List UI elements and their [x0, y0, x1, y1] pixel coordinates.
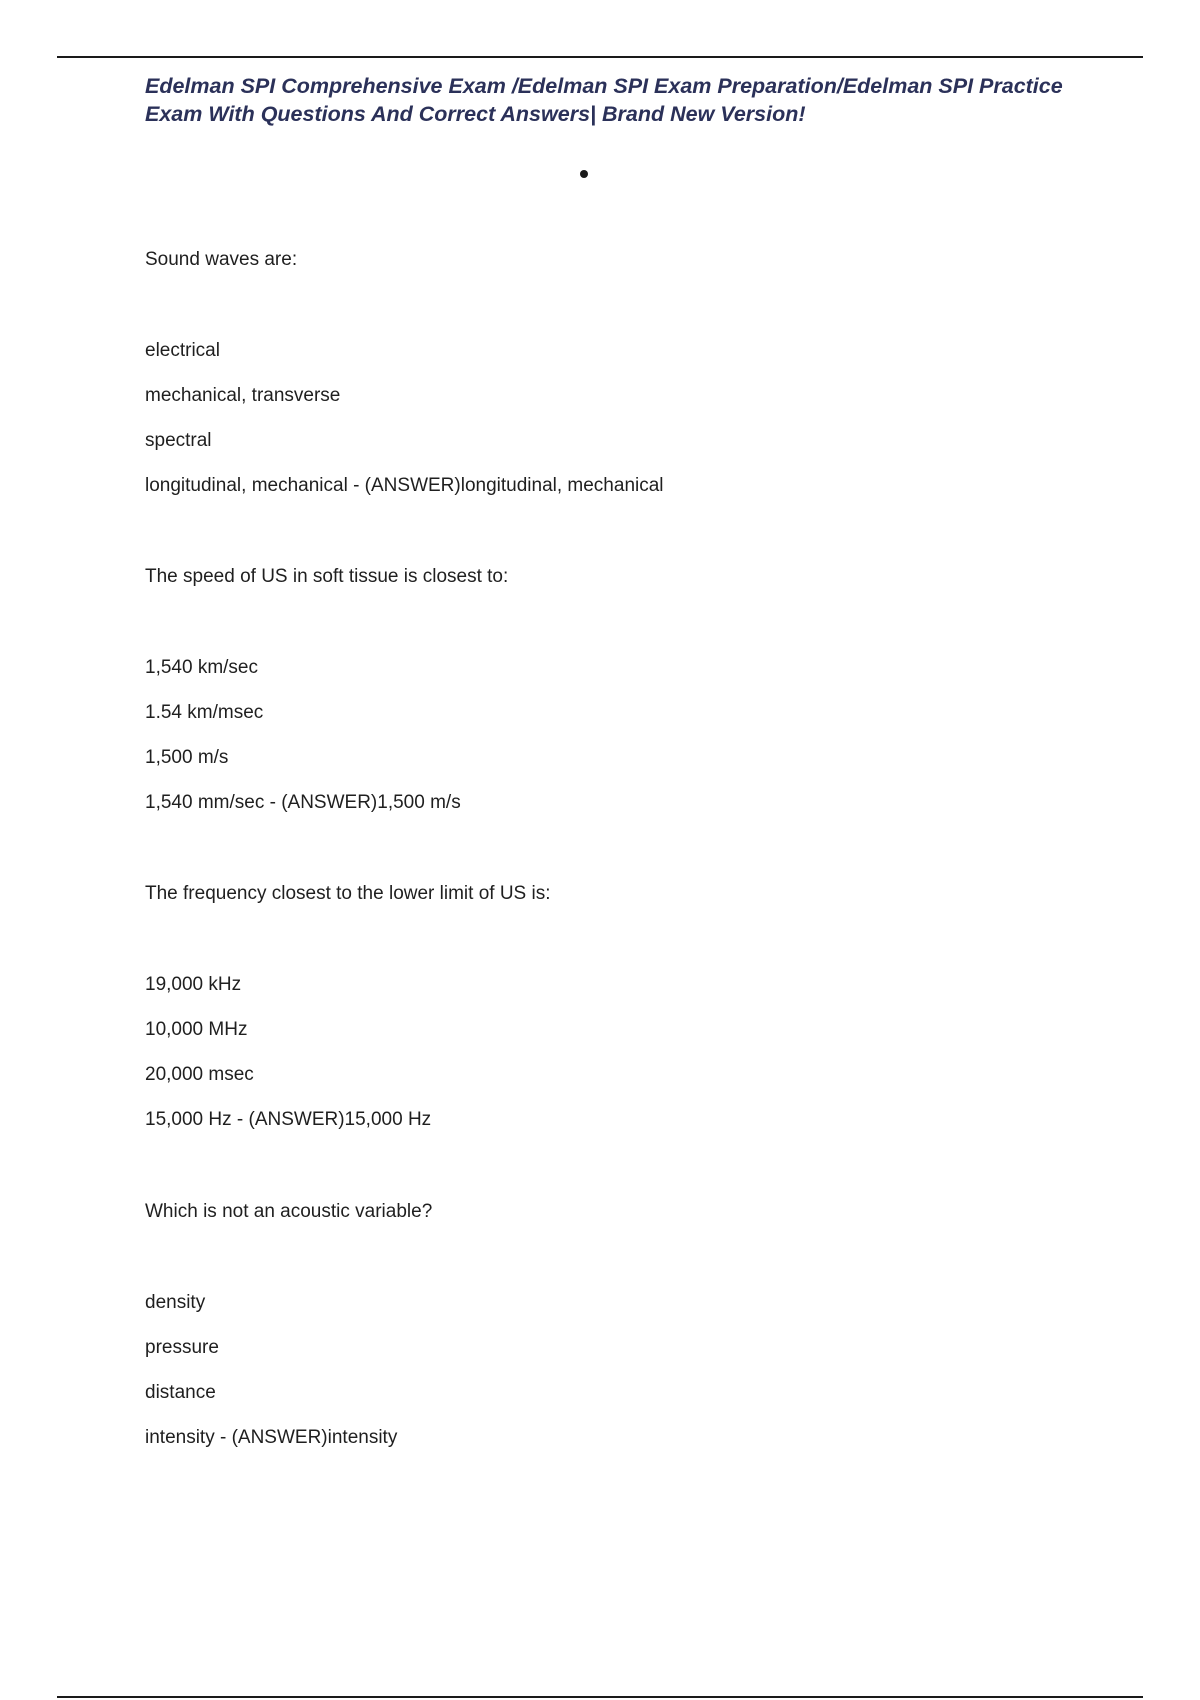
question-1-option-2: mechanical, transverse — [145, 385, 341, 406]
bullet-icon — [580, 170, 588, 178]
question-1-option-1: electrical — [145, 340, 220, 361]
question-4-option-1: density — [145, 1292, 206, 1313]
question-2-option-4: 1,540 mm/sec - (ANSWER)1,500 m/s — [145, 792, 461, 813]
question-1-text: Sound waves are: — [145, 249, 298, 270]
question-3-option-2: 10,000 MHz — [145, 1019, 248, 1040]
question-4-text: Which is not an acoustic variable? — [145, 1201, 433, 1222]
question-3-option-1: 19,000 kHz — [145, 974, 242, 995]
question-2-option-3: 1,500 m/s — [145, 747, 229, 768]
document-title: Edelman SPI Comprehensive Exam /Edelman SPI Exam Preparation/Edelman SPI Practice Exam With Questions And Correct Answers| Brand New Version! — [145, 74, 1063, 126]
question-2-text: The speed of US in soft tissue is closest to: — [145, 566, 509, 587]
question-4-option-2: pressure — [145, 1337, 219, 1358]
question-3-text: The frequency closest to the lower limit of US is: — [145, 883, 551, 904]
question-3-option-4: 15,000 Hz - (ANSWER)15,000 Hz — [145, 1109, 432, 1130]
question-2-option-1: 1,540 km/sec — [145, 657, 258, 678]
question-4-option-3: distance — [145, 1382, 216, 1403]
question-1-option-4: longitudinal, mechanical - (ANSWER)longitudinal, mechanical — [145, 475, 664, 496]
question-2-option-2: 1.54 km/msec — [145, 702, 264, 723]
question-4-option-4: intensity - (ANSWER)intensity — [145, 1427, 398, 1448]
question-3-option-3: 20,000 msec — [145, 1064, 254, 1085]
footer-rule — [57, 1696, 1143, 1698]
question-1-option-3: spectral — [145, 430, 212, 451]
header-rule — [57, 56, 1143, 58]
